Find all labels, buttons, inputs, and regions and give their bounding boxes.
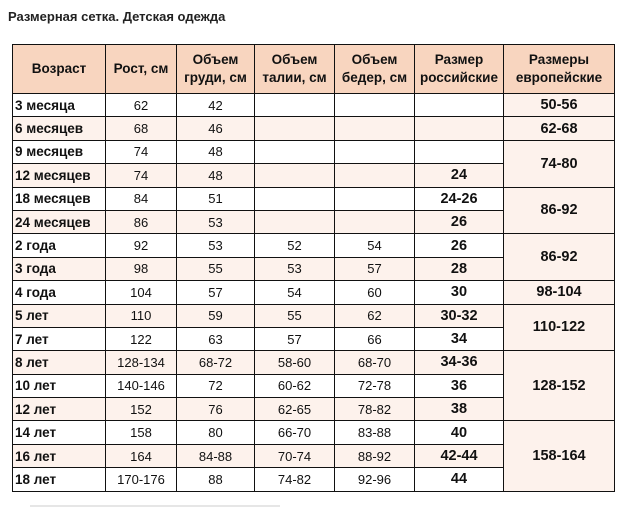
cell-eu-size: 128-152	[504, 351, 615, 421]
cell-ru-size: 24	[415, 164, 504, 187]
cell-ru-size: 36	[415, 374, 504, 397]
cell-waist: 57	[255, 327, 335, 350]
cell-hips	[335, 187, 415, 210]
cell-ru-size: 44	[415, 468, 504, 491]
bottom-divider	[30, 505, 280, 507]
cell-height: 62	[106, 94, 177, 117]
cell-chest: 80	[177, 421, 255, 444]
cell-height: 92	[106, 234, 177, 257]
cell-hips	[335, 117, 415, 140]
cell-height: 84	[106, 187, 177, 210]
cell-height: 68	[106, 117, 177, 140]
cell-eu-size: 74-80	[504, 140, 615, 187]
cell-hips: 66	[335, 327, 415, 350]
cell-age: 18 лет	[13, 468, 106, 491]
cell-height: 140-146	[106, 374, 177, 397]
cell-chest: 63	[177, 327, 255, 350]
cell-hips: 92-96	[335, 468, 415, 491]
table-row	[13, 304, 615, 327]
cell-eu-size: 50-56	[504, 94, 615, 117]
cell-height: 98	[106, 257, 177, 280]
header-height: Рост, см	[106, 45, 177, 94]
cell-chest: 53	[177, 234, 255, 257]
cell-waist: 70-74	[255, 444, 335, 467]
cell-ru-size	[415, 117, 504, 140]
cell-chest: 68-72	[177, 351, 255, 374]
header-waist: Объем талии, см	[255, 45, 335, 94]
cell-waist	[255, 164, 335, 187]
cell-height: 164	[106, 444, 177, 467]
cell-ru-size: 42-44	[415, 444, 504, 467]
cell-chest: 57	[177, 281, 255, 304]
cell-height: 74	[106, 140, 177, 163]
size-chart-table	[12, 44, 615, 492]
cell-waist	[255, 117, 335, 140]
cell-waist: 52	[255, 234, 335, 257]
cell-age: 18 месяцев	[13, 187, 106, 210]
cell-ru-size: 24-26	[415, 187, 504, 210]
table-row	[13, 281, 615, 304]
header-eu-size: Размеры европейские	[504, 45, 615, 94]
cell-age: 9 месяцев	[13, 140, 106, 163]
cell-waist: 62-65	[255, 398, 335, 421]
cell-hips: 83-88	[335, 421, 415, 444]
cell-age: 16 лет	[13, 444, 106, 467]
cell-age: 4 года	[13, 281, 106, 304]
cell-waist	[255, 94, 335, 117]
cell-ru-size: 40	[415, 421, 504, 444]
header-ru-size: Размер российские	[415, 45, 504, 94]
cell-waist	[255, 187, 335, 210]
cell-age: 7 лет	[13, 327, 106, 350]
header-row	[13, 45, 615, 94]
cell-height: 122	[106, 327, 177, 350]
cell-age: 24 месяцев	[13, 210, 106, 233]
cell-chest: 88	[177, 468, 255, 491]
cell-eu-size: 86-92	[504, 187, 615, 234]
cell-waist: 66-70	[255, 421, 335, 444]
cell-chest: 59	[177, 304, 255, 327]
cell-height: 86	[106, 210, 177, 233]
cell-ru-size: 30-32	[415, 304, 504, 327]
cell-chest: 72	[177, 374, 255, 397]
cell-chest: 48	[177, 164, 255, 187]
table-row	[13, 117, 615, 140]
table-row	[13, 421, 615, 444]
cell-age: 10 лет	[13, 374, 106, 397]
cell-chest: 53	[177, 210, 255, 233]
cell-height: 170-176	[106, 468, 177, 491]
cell-hips	[335, 210, 415, 233]
cell-age: 8 лет	[13, 351, 106, 374]
cell-age: 14 лет	[13, 421, 106, 444]
header-age: Возраст	[13, 45, 106, 94]
cell-hips: 54	[335, 234, 415, 257]
cell-chest: 84-88	[177, 444, 255, 467]
cell-chest: 42	[177, 94, 255, 117]
cell-height: 152	[106, 398, 177, 421]
cell-hips: 62	[335, 304, 415, 327]
cell-age: 12 лет	[13, 398, 106, 421]
table-row	[13, 234, 615, 257]
cell-hips: 78-82	[335, 398, 415, 421]
cell-chest: 48	[177, 140, 255, 163]
cell-hips	[335, 140, 415, 163]
cell-hips	[335, 94, 415, 117]
table-row	[13, 187, 615, 210]
cell-waist: 53	[255, 257, 335, 280]
cell-age: 3 месяца	[13, 94, 106, 117]
cell-waist: 60-62	[255, 374, 335, 397]
cell-hips: 60	[335, 281, 415, 304]
table-row	[13, 351, 615, 374]
cell-waist: 55	[255, 304, 335, 327]
cell-waist	[255, 210, 335, 233]
table-row	[13, 94, 615, 117]
cell-ru-size: 30	[415, 281, 504, 304]
cell-eu-size: 86-92	[504, 234, 615, 281]
cell-chest: 55	[177, 257, 255, 280]
cell-waist: 58-60	[255, 351, 335, 374]
cell-hips	[335, 164, 415, 187]
cell-age: 3 года	[13, 257, 106, 280]
cell-chest: 51	[177, 187, 255, 210]
cell-hips: 57	[335, 257, 415, 280]
cell-age: 2 года	[13, 234, 106, 257]
cell-chest: 46	[177, 117, 255, 140]
cell-ru-size: 26	[415, 234, 504, 257]
cell-age: 5 лет	[13, 304, 106, 327]
cell-height: 104	[106, 281, 177, 304]
cell-age: 6 месяцев	[13, 117, 106, 140]
cell-height: 128-134	[106, 351, 177, 374]
cell-ru-size	[415, 94, 504, 117]
cell-ru-size: 38	[415, 398, 504, 421]
header-chest: Объем груди, см	[177, 45, 255, 94]
cell-hips: 68-70	[335, 351, 415, 374]
cell-eu-size: 62-68	[504, 117, 615, 140]
cell-hips: 72-78	[335, 374, 415, 397]
cell-height: 110	[106, 304, 177, 327]
cell-height: 74	[106, 164, 177, 187]
cell-ru-size: 34	[415, 327, 504, 350]
cell-height: 158	[106, 421, 177, 444]
cell-chest: 76	[177, 398, 255, 421]
cell-ru-size: 28	[415, 257, 504, 280]
cell-eu-size: 158-164	[504, 421, 615, 491]
table-row	[13, 140, 615, 163]
cell-eu-size: 98-104	[504, 281, 615, 304]
cell-waist: 54	[255, 281, 335, 304]
cell-eu-size: 110-122	[504, 304, 615, 351]
header-hips: Объем бедер, см	[335, 45, 415, 94]
cell-ru-size: 26	[415, 210, 504, 233]
cell-age: 12 месяцев	[13, 164, 106, 187]
cell-hips: 88-92	[335, 444, 415, 467]
cell-waist: 74-82	[255, 468, 335, 491]
cell-ru-size	[415, 140, 504, 163]
page-title: Размерная сетка. Детская одежда	[8, 9, 226, 24]
cell-waist	[255, 140, 335, 163]
cell-ru-size: 34-36	[415, 351, 504, 374]
